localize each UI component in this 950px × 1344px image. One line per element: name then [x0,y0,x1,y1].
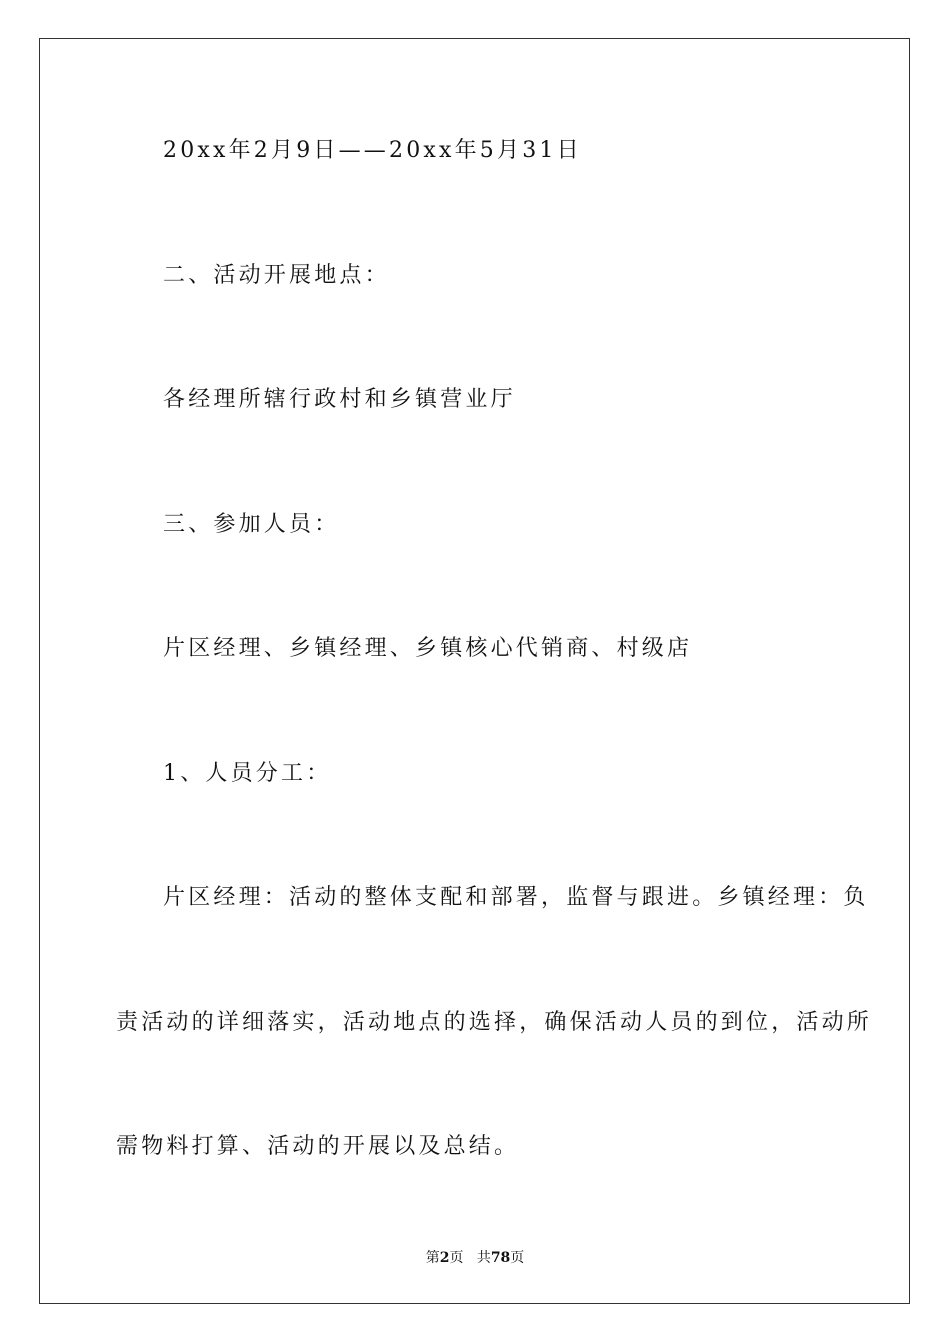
footer-total-pages: 78 [490,1250,511,1266]
footer-page-number: 2 [439,1250,450,1266]
section-heading-participants: 三、参加人员： [163,512,340,537]
paragraph-line-1: 片区经理：活动的整体支配和部署，监督与跟进。乡镇经理：负 [163,885,869,910]
footer-page-suffix: 页 [449,1250,464,1266]
paragraph-line-3: 需物料打算、活动的开展以及总结。 [116,1134,520,1159]
location-text: 各经理所辖行政村和乡镇营业厅 [163,387,516,412]
subheading-division-of-labor: 1、人员分工： [163,761,332,786]
footer-total-suffix: 页 [510,1250,525,1266]
paragraph-line-2: 责活动的详细落实，活动地点的选择，确保活动人员的到位，活动所 [116,1010,873,1035]
footer-total-prefix: 共 [476,1250,491,1266]
footer-prefix: 第 [425,1250,440,1266]
date-range-line: 20xx年2月9日——20xx年5月31日 [163,138,582,163]
section-heading-location: 二、活动开展地点： [163,263,390,288]
participants-text: 片区经理、乡镇经理、乡镇核心代销商、村级店 [163,636,693,661]
page-border [39,38,910,1304]
page-footer [0,1249,950,1267]
